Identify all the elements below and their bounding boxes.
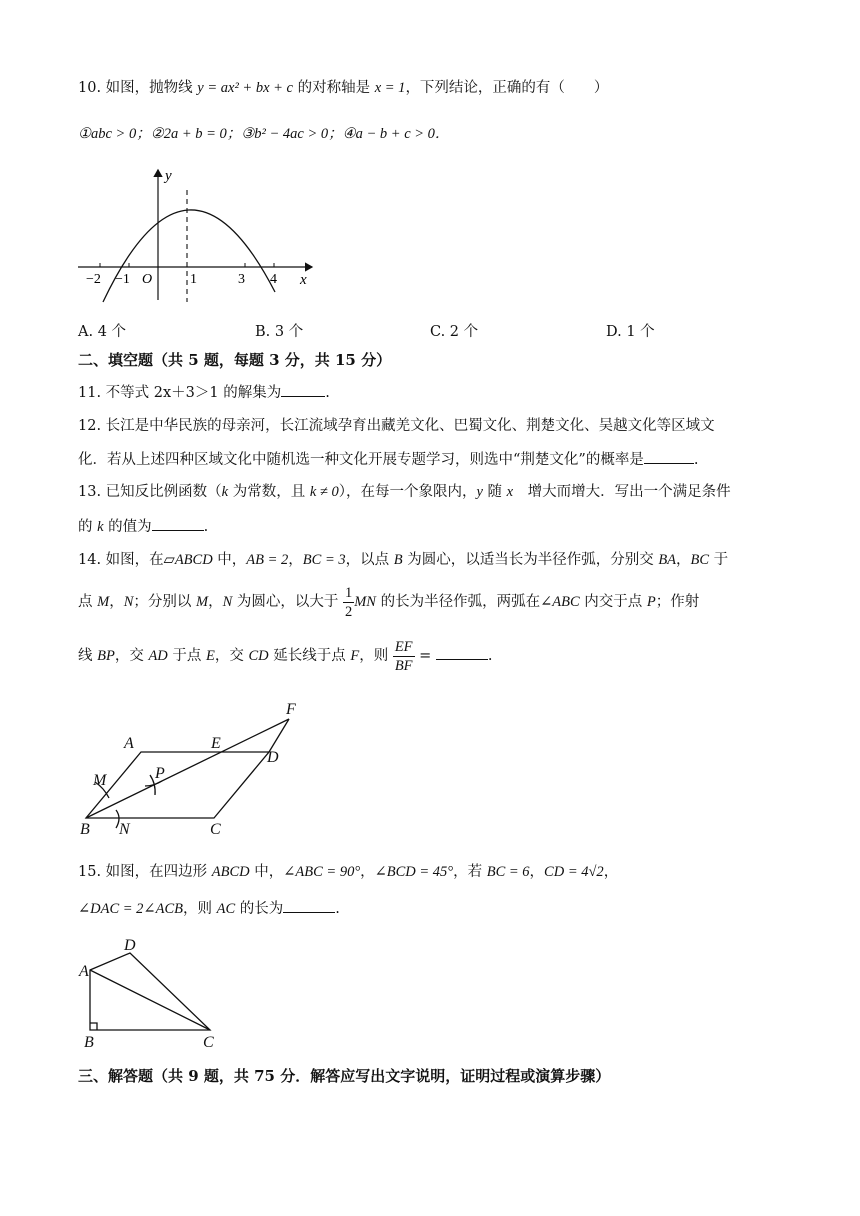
q14-text: 14. 如图，在 (78, 552, 164, 568)
q15-text: ，则 (182, 901, 217, 917)
tick-label: −1 (115, 272, 130, 287)
label-c: C (210, 821, 221, 838)
q10-equation: y = ax² + bx + c (197, 80, 293, 96)
q13-text-3: ），在每一个象限内， (338, 484, 477, 500)
label-a: A (124, 735, 134, 752)
label-b: B (80, 821, 90, 838)
fraction-denominator: BF (394, 657, 413, 674)
fraction-numerator: EF (394, 638, 413, 655)
q14-text: ，则 (359, 648, 393, 664)
tick-label: 3 (238, 272, 245, 287)
label-f: F (286, 701, 296, 718)
section3-title: 三、解答题（共 9 题，共 75 分．解答应写出文字说明，证明过程或演算步骤） (78, 1067, 611, 1085)
q13-x: x (506, 484, 514, 500)
q14-text: 的长为半径作弧，两弧在 (375, 594, 541, 610)
q13-text-6: 的 (78, 519, 98, 535)
q15-text: ，若 (453, 864, 487, 880)
label-n: N (119, 821, 130, 838)
q14-text: ，交 (214, 648, 249, 664)
label-e: E (211, 735, 221, 752)
right-angle-mark (90, 1023, 97, 1030)
q14-text: 为圆心，以大于 (232, 594, 343, 610)
q12-text: 化．若从上述四种区域文化中随机选一种文化开展专题学习，则选中“荆楚文化”的概率是 (78, 452, 644, 468)
q15-cond: ∠BCD = 45° (374, 864, 454, 880)
fraction-numerator: 1 (344, 584, 353, 601)
q15-cond: BC = 6 (486, 864, 530, 880)
q14-text: 线 (78, 648, 98, 664)
q13-k: k (221, 484, 229, 500)
q10-text-2: 的对称轴是 (292, 80, 375, 96)
label-p: P (155, 765, 165, 782)
q13-text-5: 增大而增大．写出一个满足条件 (513, 484, 731, 500)
q14-text: ， (208, 594, 223, 610)
x-axis-label: x (300, 272, 307, 288)
q14-text: ；作射 (655, 594, 700, 610)
q15-text: 中， (249, 864, 284, 880)
q14-text: ，交 (114, 648, 149, 664)
tick-label: −2 (86, 272, 101, 287)
q15-text: 15. 如图，在四边形 (78, 864, 212, 880)
q14-text: ， (109, 594, 124, 610)
q15-var: ABCD (211, 864, 250, 880)
q15-text: ， (603, 864, 619, 880)
q15-period: . (335, 901, 340, 917)
q14-text: ， (288, 552, 303, 568)
q14-var: AD (148, 648, 168, 664)
label-c: C (203, 1034, 214, 1051)
y-axis-label: y (165, 168, 172, 184)
q15-text: 的长为 (235, 901, 284, 917)
q10-option-a: A. 4 个 (78, 324, 127, 340)
q14-text: ，以点 (345, 552, 394, 568)
q14-var: CD (248, 648, 269, 664)
q14-ab: AB = 2 (246, 552, 289, 568)
tick-label: 1 (190, 272, 197, 287)
q14-bc: BC = 3 (302, 552, 346, 568)
q14-angle: ∠ABC (540, 594, 580, 610)
q14-text: 中， (212, 552, 247, 568)
tick-label: 4 (270, 272, 277, 287)
q14-equals: = (414, 648, 436, 664)
q14-text: ， (676, 552, 691, 568)
q14-var: N (222, 594, 233, 610)
q14-var: M (97, 594, 110, 610)
q14-var: BA (658, 552, 677, 568)
diagonal-ac (90, 970, 210, 1030)
origin-label: O (142, 272, 153, 287)
fraction-denominator: 2 (344, 603, 353, 620)
q13-period: . (203, 519, 209, 535)
label-a: A (79, 963, 89, 980)
q13-y: y (476, 484, 483, 500)
q14-var: P (646, 594, 656, 610)
q11-text: 11. 不等式 2x＋3＞1 的解集为 (78, 385, 282, 401)
q12-period: . (693, 452, 699, 468)
q13-condition: k ≠ 0 (309, 484, 339, 500)
q15-cond: CD = 4√2 (544, 864, 604, 880)
q10-statements: ①abc > 0；②2a + b = 0；③b² − 4ac > 0；④a − b + c > 0． (78, 126, 450, 142)
label-d: D (267, 749, 279, 766)
q13-text-7: 的值为 (103, 519, 152, 535)
q14-text: 于 (709, 552, 729, 568)
q14-var: BP (97, 648, 115, 664)
q14-text: 为圆心，以适当长为半径作弧，分别交 (402, 552, 659, 568)
q13-k-2: k (97, 519, 104, 535)
q14-text: 于点 (167, 648, 206, 664)
q14-text: ；分别以 (133, 594, 196, 610)
q15-cond: ∠ABC = 90° (283, 864, 361, 880)
q13-text: 13. 已知反比例函数（ (78, 484, 222, 500)
q15-text: ， (360, 864, 375, 880)
q14-var: M (195, 594, 209, 610)
q14-text: 延长线于点 (268, 648, 351, 664)
quadrilateral-abcd (90, 953, 210, 1030)
q11-period: . (325, 385, 330, 401)
q14-var: MN (354, 594, 376, 610)
q14-text: 内交于点 (579, 594, 647, 610)
q10-text-3: ，下列结论，正确的有（ ） (405, 80, 609, 96)
label-m: M (93, 772, 107, 789)
q10-option-c: C. 2 个 (430, 324, 479, 340)
q10-axis: x = 1 (374, 80, 406, 96)
section2-title: 二、填空题（共 5 题，每题 3 分，共 15 分） (78, 351, 392, 369)
label-d: D (124, 937, 136, 954)
q15-var: AC (216, 901, 236, 917)
q14-parallelogram: ▱ABCD (163, 552, 213, 568)
q14-var: F (350, 648, 360, 664)
q12-line1: 12. 长江是中华民族的母亲河，长江流域孕育出藏羌文化、巴蜀文化、荆楚文化、吴越文化等区域文 (78, 418, 715, 434)
q13-text-4: 随 (482, 484, 507, 500)
q15-text: ， (529, 864, 545, 880)
q14-var: B (393, 552, 403, 568)
q14-text: 点 (78, 594, 98, 610)
q14-period: . (487, 648, 493, 664)
label-b: B (84, 1034, 94, 1051)
q14-var: N (123, 594, 134, 610)
q10-text: 10. 如图，抛物线 (78, 80, 198, 96)
q14-var: E (206, 648, 215, 664)
q14-var: BC (690, 552, 710, 568)
q15-cond: ∠DAC = 2∠ACB (78, 901, 183, 917)
q10-option-d: D. 1 个 (606, 324, 655, 340)
q13-text-2: 为常数，且 (228, 484, 310, 500)
q10-option-b: B. 3 个 (255, 324, 304, 340)
